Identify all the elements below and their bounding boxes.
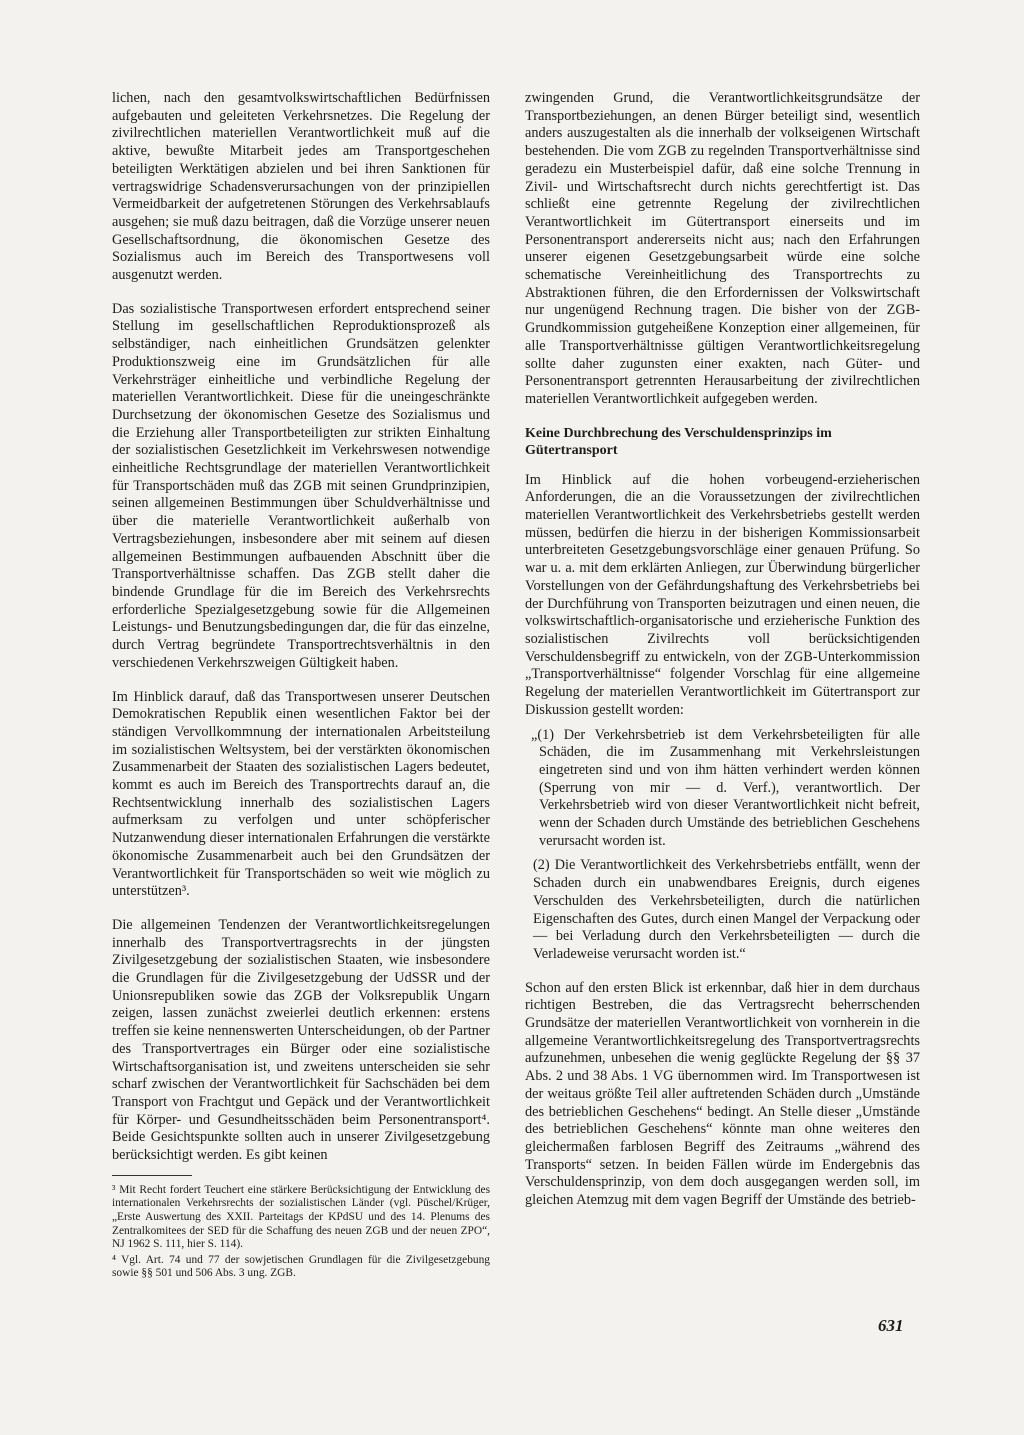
- paragraph: lichen, nach den gesamtvolkswirtschaftlichen Bedürfnissen aufgebauten und geleiteten Verkehrsnetzes. Die Regelung der zivilrechtlichen materiellen Verantwortlichkeit muß auf die aktive, bewußte Mitarbeit jedes am Transportgeschehen beteiligten Werktätigen abzielen und bei ihren Sanktionen für vertragswidrige Schadensverursachungen von der prinzipiellen Vermeidbarkeit der aufgetretenen Störungen des Verkehrsablaufs ausgehen; sie muß dazu beitragen, daß die Vorzüge unserer neuen Gesellschaftsordnung, die ökonomischen Gesetze des Sozialismus auch im Bereich des Transportwesens voll ausgenutzt werden.: [112, 90, 490, 284]
- footnote-4: ⁴ Vgl. Art. 74 und 77 der sowjetischen Grundlagen für die Zivilgesetzgebung sowie §§ 501 und 506 Abs. 3 ung. ZGB.: [112, 1253, 490, 1280]
- block-quote: [525, 727, 920, 964]
- left-column: [112, 90, 490, 1283]
- right-column: [525, 90, 920, 1217]
- paragraph: Im Hinblick auf die hohen vorbeugend-erzieherischen Anforderungen, die an die Voraussetzungen der zivilrechtlichen materiellen Verantwortlichkeit des Verkehrsbetriebs gestellt werden müssen, bedürfen die hierzu in der bisherigen Kommissionsarbeit unterbreiteten Gesetzgebungsvorschläge einer genauen Prüfung. So war u. a. mit dem erklärten Anliegen, zur Überwindung bürgerlicher Vorstellungen von der Gefährdungshaftung des Verkehrsbetriebs bei der Durchführung von Transporten beizutragen und einen neuen, die volkswirtschaftlich-organisatorische und erzieherische Funktion des sozialistischen Zivilrechts voll berücksichtigenden Verschuldensbegriff zu entwickeln, von der ZGB-Unterkommission „Transportverhältnisse“ folgender Vorschlag für eine allgemeine Regelung der materiellen Verantwortlichkeit im Gütertransport zur Diskussion gestellt worden:: [525, 471, 920, 718]
- quote-paragraph-2: (2) Die Verantwortlichkeit des Verkehrsbetriebs entfällt, wenn der Schaden durch ein unabwendbares Ereignis, durch eigenes Verschulden des Verkehrsbeteiligten, durch die natürlichen Eigenschaften des Gutes, durch einen Mangel der Verpackung oder — bei Verladung durch den Verkehrsbeteiligten — durch die Verladeweise verursacht worden ist.“: [533, 857, 920, 962]
- footnotes: [112, 1184, 490, 1281]
- paragraph: Im Hinblick darauf, daß das Transportwesen unserer Deutschen Demokratischen Republik einen wesentlichen Faktor bei der ständigen Vervollkommnung der internationalen Arbeitsteilung im sozialistischen Weltsystem, bei der verstärkten ökonomischen Zusammenarbeit der Staaten des sozialistischen Lagers bedeutet, kommt es auch im Bereich des Transportrechts darauf an, die Rechtsentwicklung innerhalb des sozialistischen Lagers aufmerksam zu verfolgen und unter schöpferischer Nutzanwendung dieser internationalen Erfahrungen die verstärkte ökonomische Zusammenarbeit auch bei den Grundsätzen der Verantwortlichkeit für Transportschäden so weit wie möglich zu unterstützen³.: [112, 688, 490, 900]
- page-number: 631: [878, 1316, 904, 1335]
- paragraph: Das sozialistische Transportwesen erfordert entsprechend seiner Stellung im gesellschaftlichen Reproduktionsprozeß als selbständiger, nach einheitlichen Grundsätzen gelenkter Produktionszweig eine im Grundsätzlichen für alle Verkehrsträger einheitliche und verbindliche Regelung der materiellen Verantwortlichkeit. Diese für die uneingeschränkte Durchsetzung der ökonomischen Gesetze des Sozialismus und die Erziehung aller Transportbeteiligten zur strikten Einhaltung der sozialistischen Gesetzlichkeit im Verkehrswesen notwendige einheitliche Rechtsgrundlage der materiellen Verantwortlichkeit für Transportschäden muß das ZGB mit seinen Grundprinzipien, seinen allgemeinen Bestimmungen über Schuldverhältnisse und über die materielle Verantwortlichkeit außerhalb von Vertragsbeziehungen, insbesondere aber mit seinem auf diesen allgemeinen Bestimmungen aufbauenden Abschnitt über die Transportverhältnisse schaffen. Das ZGB stellt daher die bindende Grundlage für die im Bereich des Verkehrsrechts erforderliche Spezialgesetzgebung sowie für die Allgemeinen Leistungs- und Benutzungsbedingungen dar, die für das einzelne, durch Vertrag begründete Transportrechtsverhältnis in den verschiedenen Verkehrszweigen Gültigkeit haben.: [112, 300, 490, 671]
- paragraph: zwingenden Grund, die Verantwortlichkeitsgrundsätze der Transportbeziehungen, an denen Bürger beteiligt sind, wesentlich anders auszugestalten als die innerhalb der volkseigenen Wirtschaft bestehenden. Die vom ZGB zu regelnden Transportverhältnisse sind geradezu ein Musterbeispiel dafür, daß eine solche Trennung in Zivil- und Wirtschaftsrecht durch nichts gerechtfertigt ist. Das schließt eine getrennte Regelung der zivilrechtlichen Verantwortlichkeit im Gütertransport einerseits und im Personentransport andererseits nicht aus; nach den Erfahrungen unserer eigenen Gesetzgebungsarbeit würde eine solche schematische Vereinheitlichung des Transportrechts zu Abstraktionen führen, die den Erfordernissen der Volkswirtschaft nur ungenügend Rechnung tragen. Die bisher von der ZGB-Grundkommission gutgeheißene Konzeption einer allgemeinen, für alle Transportverhältnisse gültigen Verantwortlichkeitsregelung sollte daher zugunsten einer exakten, nach Güter- und Personentransport getrennten Herausarbeitung der zivilrechtlichen materiellen Verantwortlichkeit aufgegeben werden.: [525, 90, 920, 407]
- section-heading: Keine Durchbrechung des Verschuldensprinzips im Gütertransport: [525, 425, 832, 459]
- paragraph: Die allgemeinen Tendenzen der Verantwortlichkeitsregelungen innerhalb des Transportvertragsrechts in der jüngsten Zivilgesetzgebung der sozialistischen Staaten, wie insbesondere die Grundlagen für die Zivilgesetzgebung der UdSSR und der Unionsrepubliken sowie das ZGB der Volksrepublik Ungarn zeigen, lassen zunächst zweierlei deutlich erkennen: erstens treffen sie keine nennenswerten Unterscheidungen, ob der Partner des Transportvertrages ein Bürger oder eine sozialistische Wirtschaftsorganisation ist, und zweitens unterscheiden sie sehr scharf zwischen der Verantwortlichkeit für Sachschäden bei dem Transport von Frachtgut und Gepäck und der Verantwortlichkeit für Körper- und Gesundheitsschäden beim Personentransport⁴. Beide Gesichtspunkte sollten auch in unserer Zivilgesetzgebung berücksichtigt werden. Es gibt keinen: [112, 916, 490, 1164]
- footnote-3: ³ Mit Recht fordert Teuchert eine stärkere Berücksichtigung der Entwicklung des internationalen Verkehrsrechts der sozialistischen Länder (vgl. Püschel/Krüger, „Erste Auswertung des XXII. Parteitags der KPdSU und des 14. Plenums des Zentralkomitees der SED für die Schaffung des neuen ZGB und der neuen ZPO“, NJ 1962 S. 111, hier S. 114).: [112, 1183, 490, 1251]
- quote-paragraph-1: „(1) Der Verkehrsbetrieb ist dem Verkehrsbeteiligten für alle Schäden, die im Zusammenhang mit Verkehrsleistungen eingetreten sind und von ihm hätten verhindert werden können (Sperrung von mir — d. Verf.), verantwortlich. Der Verkehrsbetrieb wird von dieser Verantwortlichkeit nicht befreit, wenn der Schaden durch Umstände des betrieblichen Geschehens verursacht worden ist.: [531, 726, 920, 849]
- paragraph: Schon auf den ersten Blick ist erkennbar, daß hier in dem durchaus richtigen Bestreben, die das Vertragsrecht beherrschenden Grundsätze der materiellen Verantwortlichkeit von vornherein in die allgemeine Verantwortlichkeitsregelung des Transportvertragsrechts aufzunehmen, unbesehen die wenig geglückte Regelung der §§ 37 Abs. 2 und 38 Abs. 1 VG übernommen wird. Im Transportwesen ist der weitaus größte Teil aller auftretenden Schäden durch „Umstände des betrieblichen Geschehens“ bedingt. An Stelle dieser „Umstände des betrieblichen Geschehens“ könnte man ohne weiteres den gleichermaßen farblosen Begriff des Zeitraums „während des Transports“ setzen. In beiden Fällen würde im Endergebnis das Verschuldensprinzip, von dem doch ausgegangen werden soll, im gleichen Atemzug mit dem vagen Begriff der Umstände des betrieb-: [525, 979, 920, 1209]
- footnote-separator: [112, 1175, 192, 1176]
